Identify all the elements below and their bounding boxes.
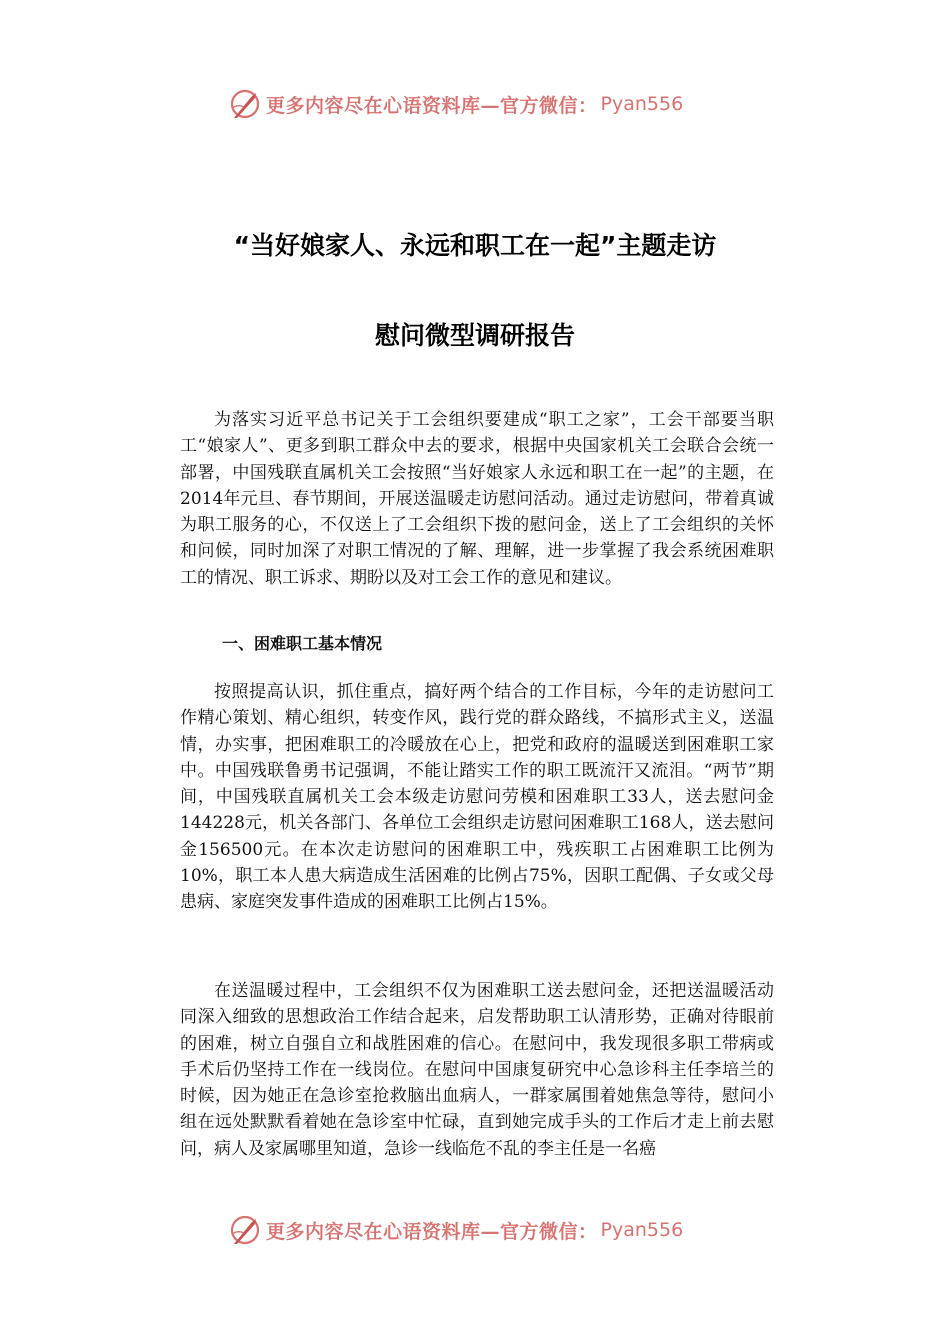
- section-1-paragraph-2: 在送温暖过程中，工会组织不仅为困难职工送去慰问金，还把送温暖活动同深入细致的思想政治工作结合起来，启发帮助职工认清形势，正确对待眼前的困难，树立自强自立和战胜困难的信心。在慰问中，我发现很多职工带病或手术后仍坚持工作在一线岗位。在慰问中国康复研究中心急诊科主任李培兰的时候，因为她正在急诊室抢救脑出血病人，一群家属围着她焦急等待，慰问小组在远处默默看着她在急诊室中忙碌，直到她完成手头的工作后才走上前去慰问，病人及家属哪里知道，急诊一线临危不乱的李主任是一名癌: [180, 981, 774, 1159]
- pen-circle-logo-icon: [228, 87, 262, 121]
- section-1-heading: 一、困难职工基本情况: [222, 634, 383, 653]
- header-banner-text: 更多内容尽在心语资料库—官方微信：: [266, 94, 598, 117]
- section-1-paragraph-1: 按照提高认识，抓住重点，搞好两个结合的工作目标，今年的走访慰问工作精心策划、精心组织，转变作风，践行党的群众路线，不搞形式主义，送温情，办实事，把困难职工的冷暖放在心上，把党和政府的温暖送到困难职工家中。中国残联鲁勇书记强调，不能让踏实工作的职工既流汗又流泪。“两节”期间，中国残联直属机关工会本级走访慰问劳模和困难职工33人，送去慰问金144228元，机关各部门、各单位工会组织走访慰问困难职工168人，送去慰问金156500元。在本次走访慰问的困难职工中，残疾职工占困难职工比例为10%，职工本人患大病造成生活困难的比例占75%，因职工配偶、子女或父母患病、家庭突发事件造成的困难职工比例占15%。: [180, 682, 774, 913]
- footer-banner-text: 更多内容尽在心语资料库—官方微信：: [266, 1220, 598, 1243]
- header-banner: [228, 84, 683, 124]
- footer-banner: [228, 1210, 683, 1250]
- pen-circle-logo-icon: [228, 1213, 262, 1247]
- document-title-line-1: “当好娘家人、永远和职工在一起”主题走访: [233, 231, 717, 260]
- document-title-line-2: 慰问微型调研报告: [374, 321, 575, 350]
- header-banner-wechat-id: Pyan556: [600, 93, 684, 115]
- footer-banner-wechat-id: Pyan556: [600, 1219, 684, 1241]
- intro-paragraph: 为落实习近平总书记关于工会组织要建成“职工之家”，工会干部要当职工“娘家人”、更多到职工群众中去的要求，根据中央国家机关工会联合会统一部署，中国残联直属机关工会按照“当好娘家人永远和职工在一起”的主题，在2014年元旦、春节期间，开展送温暖走访慰问活动。通过走访慰问，带着真诚为职工服务的心，不仅送上了工会组织下拨的慰问金，送上了工会组织的关怀和问候，同时加深了对职工情况的了解、理解，进一步掌握了我会系统困难职工的情况、职工诉求、期盼以及对工会工作的意见和建议。: [180, 410, 774, 588]
